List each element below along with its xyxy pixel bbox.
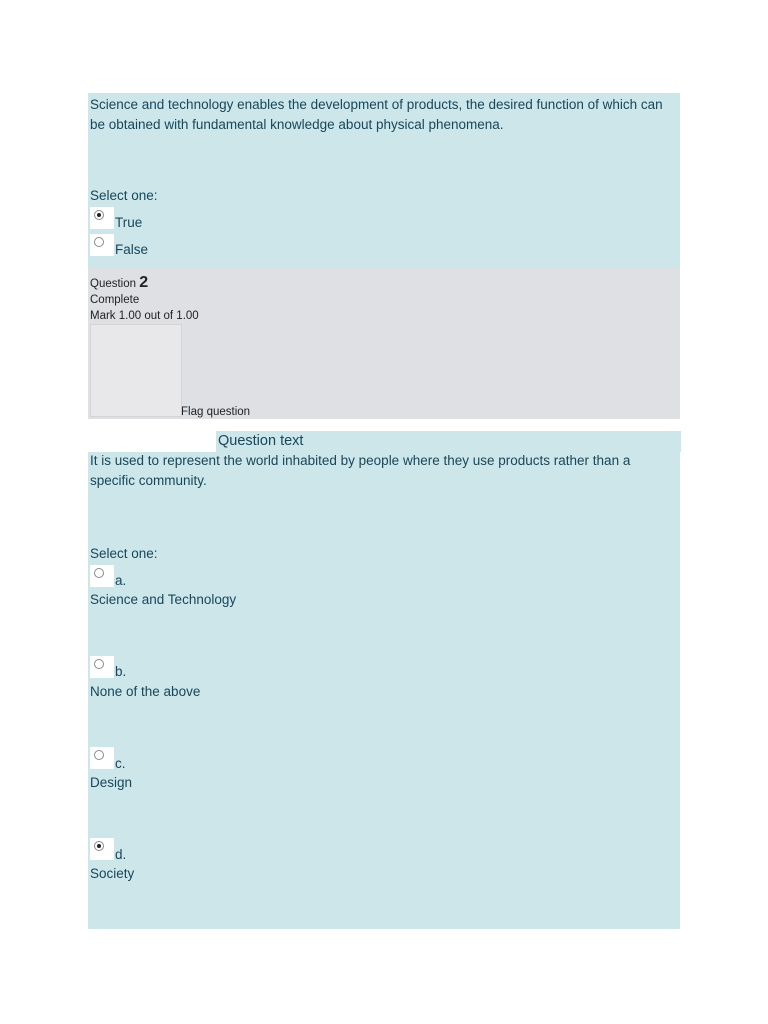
question-2-panel: [88, 452, 680, 929]
option-a-letter[interactable]: a.: [115, 573, 127, 588]
question-1-text: Science and technology enables the development of products, the desired function of which can be obtained with fundamental knowledge about physical phenomena.: [90, 97, 663, 132]
radio-checked-icon[interactable]: [94, 210, 104, 220]
option-false-label[interactable]: False: [115, 242, 149, 257]
radio-checked-icon[interactable]: [94, 841, 104, 851]
question-state: Complete: [90, 294, 140, 306]
option-d-letter[interactable]: d.: [115, 847, 127, 862]
option-b-answer[interactable]: None of the above: [90, 684, 201, 699]
select-one-label: Select one:: [90, 546, 158, 561]
radio-option-c[interactable]: [90, 747, 114, 769]
flag-icon[interactable]: [90, 324, 182, 417]
option-a-answer[interactable]: Science and Technology: [90, 592, 237, 607]
radio-option-b[interactable]: [90, 656, 114, 678]
radio-true[interactable]: [90, 207, 114, 229]
option-c-letter[interactable]: c.: [115, 756, 126, 771]
option-d-answer[interactable]: Society: [90, 866, 135, 881]
question-word: Question: [90, 278, 137, 290]
option-b-letter[interactable]: b.: [115, 664, 127, 679]
option-true-label[interactable]: True: [115, 215, 143, 230]
radio-option-d[interactable]: [90, 838, 114, 860]
question-text-header: [216, 431, 681, 452]
question-2-info: [88, 268, 680, 419]
question-number: [90, 274, 148, 292]
radio-unchecked-icon[interactable]: [94, 237, 104, 247]
question-number-value: 2: [139, 274, 149, 291]
question-text-heading: Question text: [218, 433, 304, 449]
radio-unchecked-icon[interactable]: [94, 568, 104, 578]
question-1-panel: [88, 93, 680, 268]
radio-unchecked-icon[interactable]: [94, 659, 104, 669]
radio-option-a[interactable]: [90, 565, 114, 587]
question-grade: Mark 1.00 out of 1.00: [90, 310, 199, 322]
radio-false[interactable]: [90, 234, 114, 256]
option-c-answer[interactable]: Design: [90, 775, 133, 790]
question-2-text: It is used to represent the world inhabited by people where they use products rather than a specific community.: [90, 453, 631, 488]
flag-question-link[interactable]: Flag question: [181, 406, 251, 418]
radio-unchecked-icon[interactable]: [94, 750, 104, 760]
select-one-label: Select one:: [90, 188, 158, 203]
